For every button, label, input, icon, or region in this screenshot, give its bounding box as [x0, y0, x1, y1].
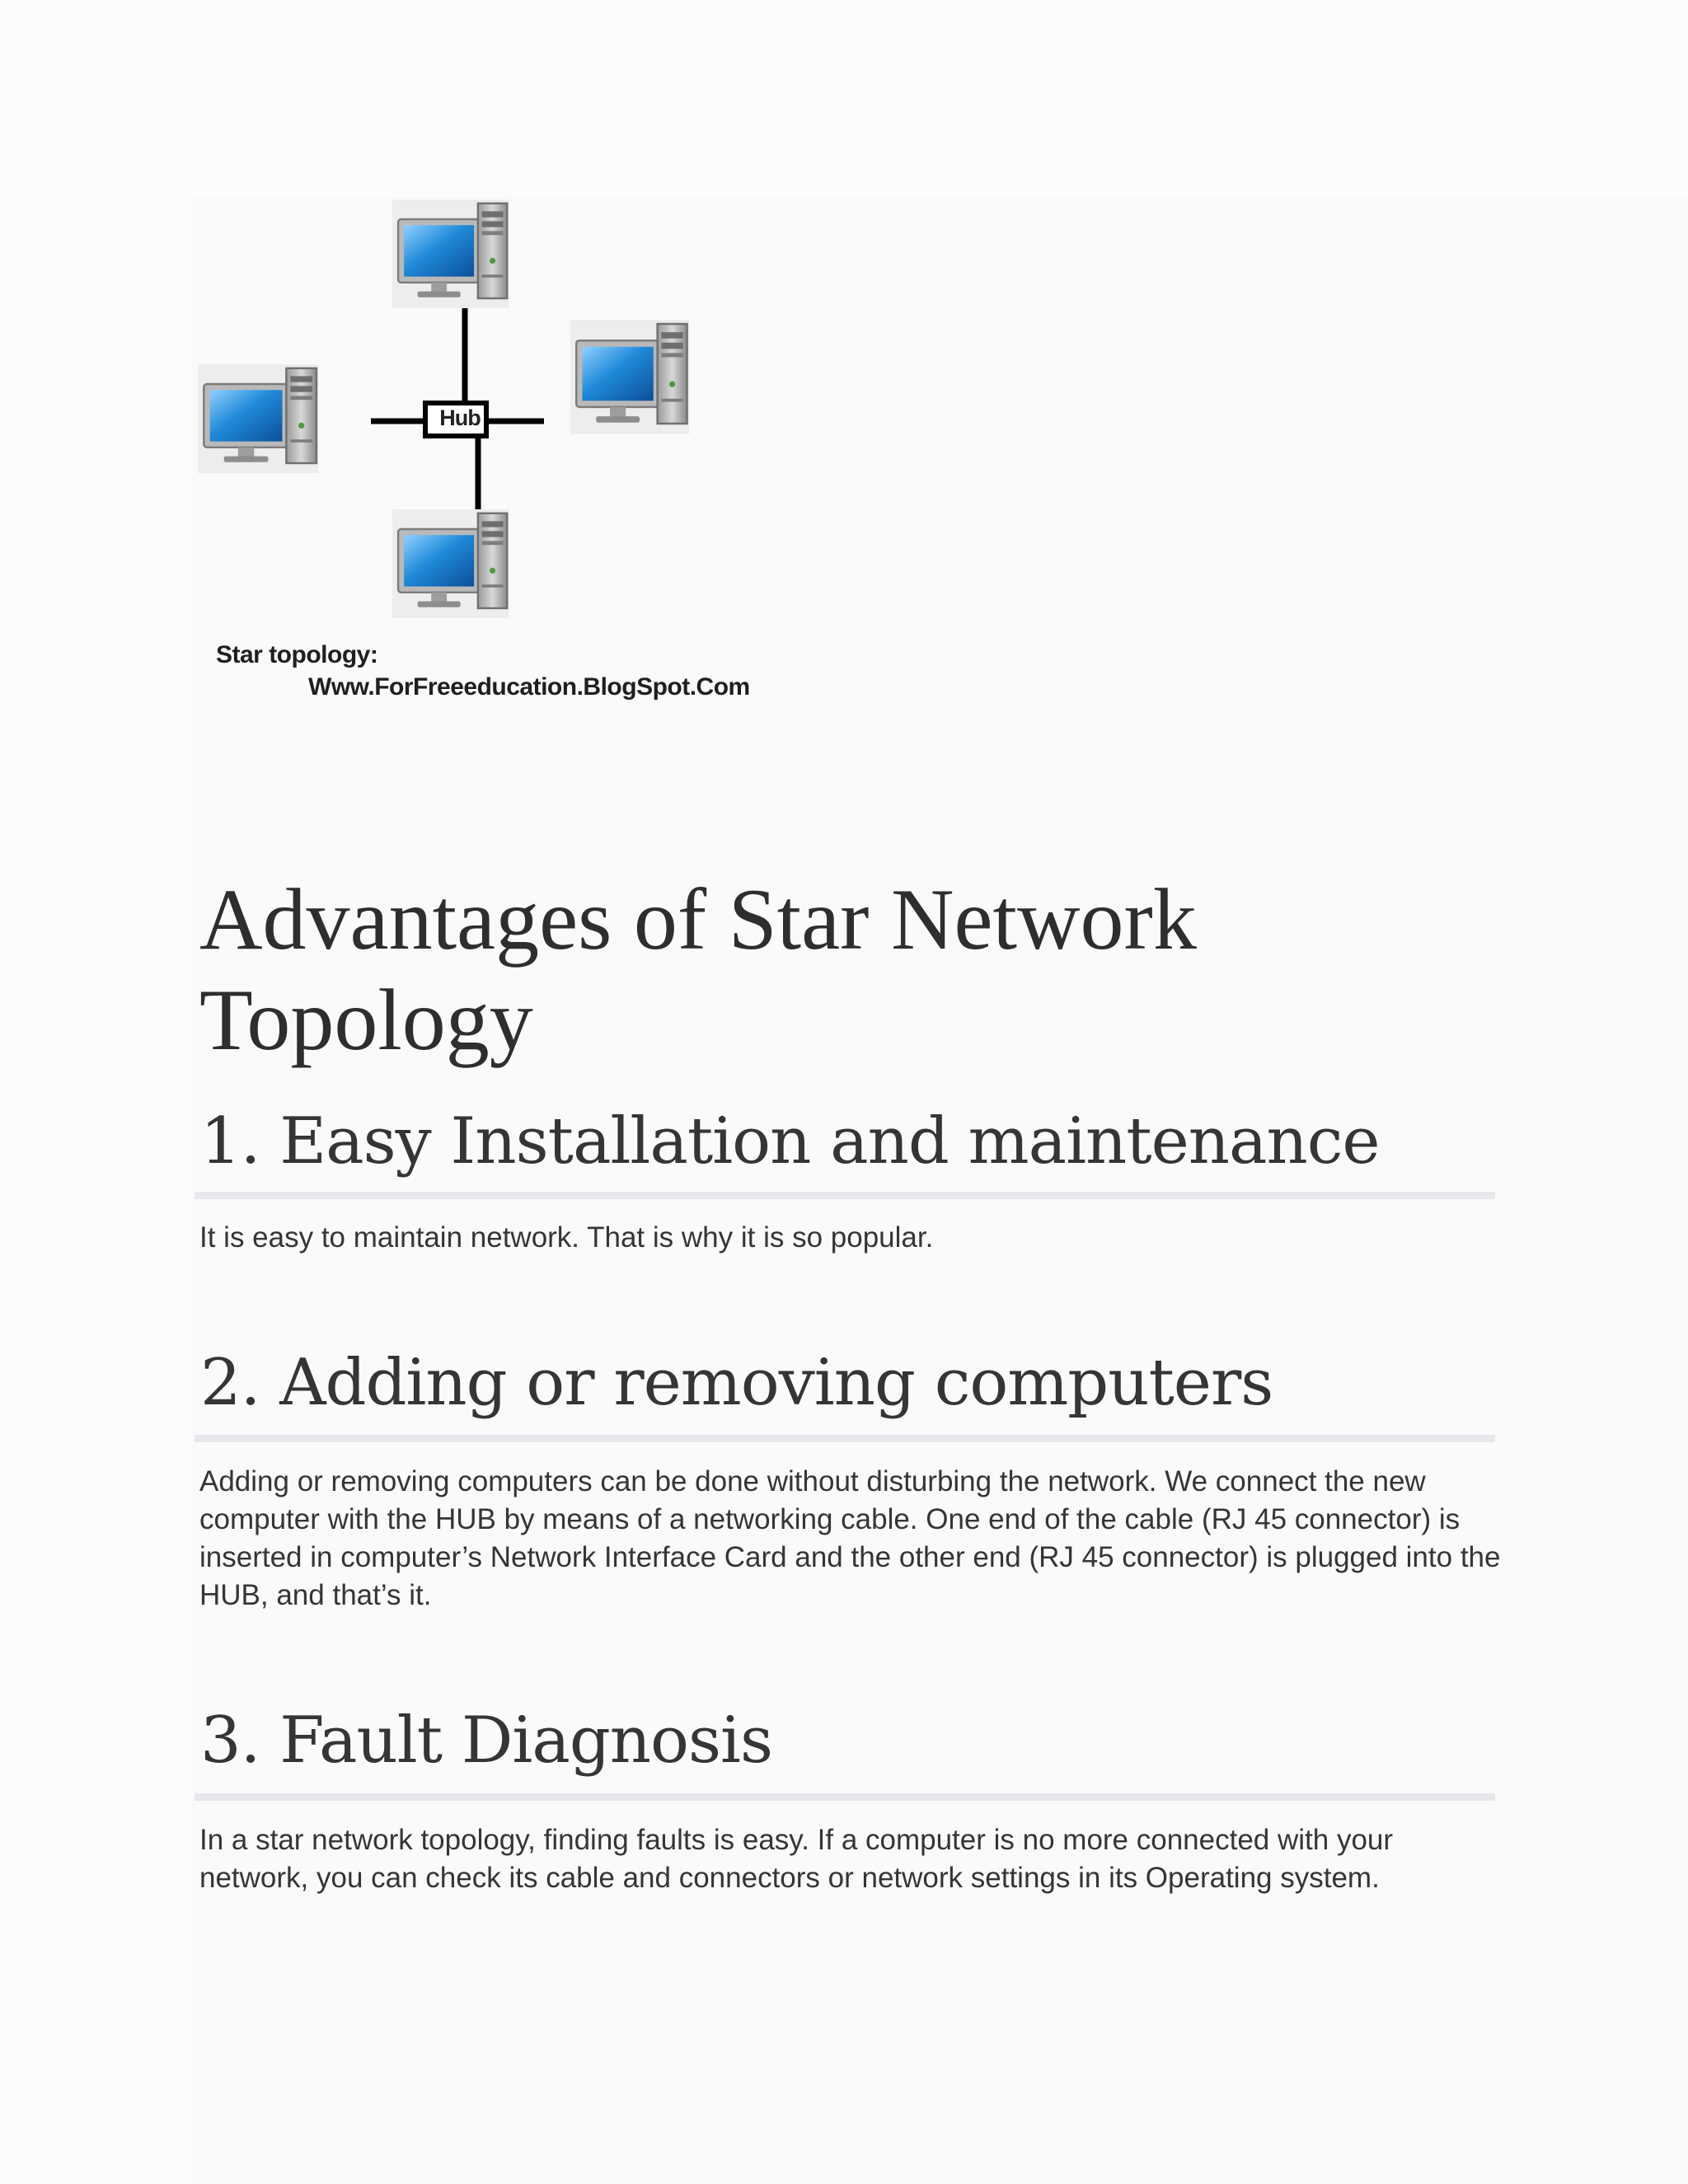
- section-1-heading: 1. Easy Installation and maintenance: [200, 1104, 1380, 1179]
- diagram-graphic: [198, 196, 775, 715]
- section-1-body: It is easy to maintain network. That is why it is so popular.: [199, 1221, 934, 1254]
- section-2-heading: 2. Adding or removing computers: [200, 1346, 1273, 1420]
- computer-bottom-icon: [392, 509, 509, 618]
- star-topology-diagram: [198, 196, 775, 715]
- page-title: Advantages of Star Network Topology: [199, 871, 1197, 1068]
- section-1-divider: [195, 1192, 1495, 1199]
- diagram-caption-title: Star topology:: [216, 641, 378, 668]
- computer-left-icon: [198, 364, 318, 473]
- computer-right-icon: [570, 320, 689, 434]
- section-3-divider: [195, 1793, 1495, 1801]
- section-3-body: In a star network topology, finding faults is easy. If a computer is no more connected with your network, you can check its cable and connectors or network settings in its Operating system.: [199, 1824, 1394, 1894]
- section-2-divider: [195, 1435, 1495, 1442]
- computer-top-icon: [392, 199, 509, 308]
- diagram-caption-url: Www.ForFreeeducation.BlogSpot.Com: [308, 673, 750, 701]
- section-2-body: Adding or removing computers can be done without disturbing the network. We connect the new computer with the HUB by means of a networking cable. One end of the cable (RJ 45 connector) is inserted in computer’s Network Interface Card and the other end (RJ 45 connector) is plugged into the HUB, and that’s it.: [199, 1465, 1501, 1611]
- section-3-heading: 3. Fault Diagnosis: [200, 1704, 772, 1778]
- hub-label: Hub: [439, 405, 481, 430]
